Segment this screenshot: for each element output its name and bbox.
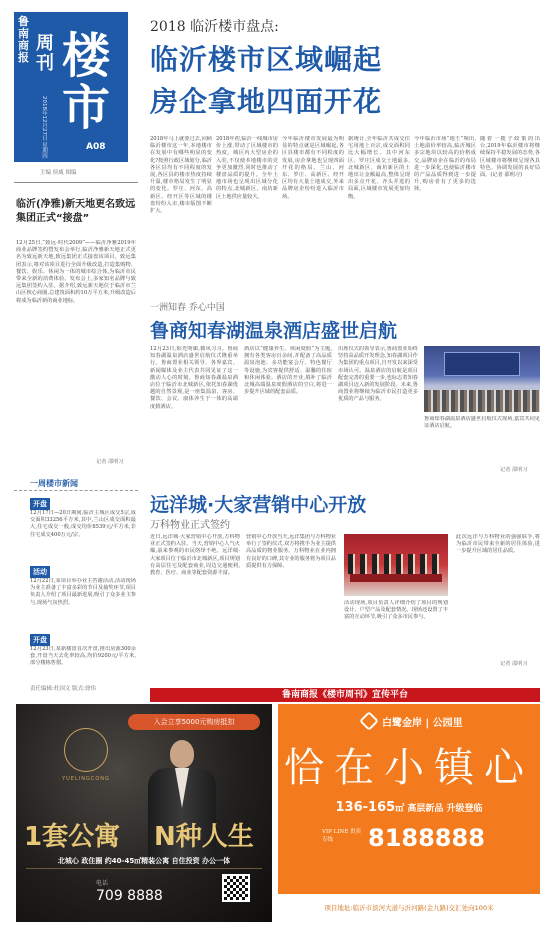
weekly-open-badge-1: 开盘 bbox=[30, 498, 50, 510]
lead-headline-1: 临沂楼市区域崛起 bbox=[150, 43, 383, 76]
ad-right-logo-icon bbox=[359, 711, 379, 731]
model-head bbox=[170, 740, 194, 768]
ad-right-vip-label: VIP LINE 贵宾专线 bbox=[322, 829, 361, 843]
side-reporter: 记者 邵明习 bbox=[96, 459, 124, 465]
hotel-photo bbox=[424, 346, 540, 412]
ad-right-brand: 白鹭金岸 | 公园里 bbox=[382, 718, 463, 729]
event-photo bbox=[344, 534, 448, 596]
lead-col-1: 2018年马上就要过去,回顾临沂楼市这一年,本地楼市在发展中有哪些明显的变化?按照行政区域划分,临沂各区县均有不同程度的发展,各区县的楼市热度持续升温,楼市格局发生了明显的变化。罗庄、河东、高新区、经开区等区域的楼盘纷纷入市,楼市版图不断扩大。 bbox=[150, 136, 212, 215]
ad-right-spec bbox=[278, 800, 540, 815]
weekly-item-1: 12月17日—20日期间,临沂主城区成交5宗,成交面积33256平方米,其中,兰山区成交面积最大,住宅成交一般,成交均价8539元/平方米,非住宅成交400万元/宗。 bbox=[30, 510, 136, 538]
stage-backdrop bbox=[444, 352, 520, 376]
side-rule bbox=[14, 182, 138, 183]
weekly-item-2: 12月22日,某项目举办业主答谢活动,活动现场为业主准备了丰富多彩的节目及抽奖环节,项目负责人介绍了项目最新进展,吸引了众多业主参与,现场气氛热烈。 bbox=[30, 578, 136, 606]
qr-code bbox=[222, 874, 250, 902]
masthead-page: A08 bbox=[86, 142, 106, 152]
lead-col-6: 随着一揽子政策的出台,2019年临沂楼市将继续保持平稳发展的态势,各区域楼市将继续呈现各具特色、协调发展的良好局面。(记者 邵明习) bbox=[480, 136, 540, 179]
article2-body-a: 12月23日,阳光明媚,微风习习。鲁商知春湖温泉酒店盛世启航仪式隆重举行。鲁商置业相关领导、各界嘉宾、新闻媒体及业主代表共同见证了这一激动人心的时刻。鲁商知春湖温泉酒店位于临沂市北城新区,依托知春湖优越的自然景观,是一座集温泉、客房、餐饮、会议、康体养生于一体的高端度假酒店。 bbox=[150, 346, 238, 410]
lead-col-4: 据统计,全年临沂共成交住宅用地上百宗,成交面积同比大幅增长。其中河东区、罗庄区成交土地最多,北城新区、南坊新区的土地出让金额最高,整体呈现出多点开花、齐头并进的局面,区域楼市发展更加均衡。 bbox=[348, 136, 410, 200]
masthead-editors: 主编 侯威 图编 bbox=[40, 170, 77, 176]
ad-left-phone-label: 电话 bbox=[96, 880, 109, 887]
masthead-date: 2018年12月27日 星期四 bbox=[41, 96, 47, 159]
weekly-open-badge-2: 开盘 bbox=[30, 634, 50, 646]
lead-col-5: 今年临沂市场“地王”频出,土地溢价率较高,临沂城区多宗地块以较高的价格成交,品牌房企在临沂的布局进一步深化,也使临沂楼市的产品品质得到进一步提升,购房者有了更多的选择。 bbox=[414, 136, 476, 193]
lead-kicker: 2018 临沂楼市盘点: bbox=[150, 19, 279, 35]
article2-headline: 鲁商知春湖温泉酒店盛世启航 bbox=[150, 320, 398, 342]
ad-right-spec-text: 高层新品 升级登临 bbox=[407, 804, 483, 814]
article3-body-c: 活动现场,项目负责人详细介绍了项目的规划设计、户型产品及配套情况。现场还设置了丰富的互动环节,吸引了众多市民参与。 bbox=[344, 600, 448, 621]
weekly-item-3: 12月23日,某新楼盘首次开盘,推出房源300余套,开盘当天去化率较高,均价9200元/平方米,部分楼栋售罄。 bbox=[30, 646, 136, 667]
crowd bbox=[424, 390, 540, 412]
side-body: 12月25日,“致远·时代2009”——临沂净雅2019年商业品牌签约暨发布会举行,临沂净雅新天地正式更名为致远新天地,致远集团正式接盘该项目。致远集团表示,将对该项目进行全面升级改造,打造集购物、餐饮、娱乐、休闲为一体的城市综合体,为临沂市民带来全新的消费体验。发布会上,多家知名品牌与致远集团签约入驻。据介绍,致远新天地位于临沂市兰山区核心商圈,总建筑面积约10万平方米,升级改造后将成为临沂新的商业地标。 bbox=[16, 240, 136, 304]
lead-headline-2: 房企拿地四面开花 bbox=[150, 85, 383, 118]
ad-left-headline-b: N种人生 bbox=[154, 822, 254, 852]
ad-left-headline-a: 1套公寓 bbox=[24, 822, 121, 852]
article3-body-a: 近日,远洋城·大家营销中心开放,万科物业正式签约入驻。当天,营销中心人气火爆,前来参观的市民络绎不绝。远洋城·大家项目位于临沂市北城新区,项目规划有高层住宅及配套商业,周边交通便利,教育、医疗、商业等配套资源丰富。 bbox=[150, 534, 240, 577]
ad-left-divider bbox=[26, 868, 262, 869]
article2-body-b: 酒店以“健康养生、休闲度假”为主题,拥有各类客房百余间,并配备了高品质温泉泡池、多功能宴会厅、特色餐厅等设施,为宾客提供舒适、温馨的住宿和休闲体验。酒店的开业,填补了临沂北城高端温泉度假酒店的空白,将进一步提升区域的配套品质。 bbox=[244, 346, 332, 396]
qr-pattern bbox=[224, 876, 248, 900]
ad-right-spec-unit: ㎡ bbox=[395, 804, 405, 814]
weekly-title: 一周楼市新闻 bbox=[30, 479, 78, 488]
ad-left-promo: 入会立享5000元购房抵扣 bbox=[153, 718, 235, 726]
ad-right-address: 项目地址:临沂市滨河大道与沂河路(金九路)交汇处向100米 bbox=[324, 904, 494, 912]
signing-table bbox=[350, 574, 442, 582]
ad-right-headline: 恰在小镇心 bbox=[284, 745, 534, 791]
ad-left bbox=[16, 704, 272, 922]
ad-right-spec-size: 136-165 bbox=[335, 800, 396, 815]
lead-col-2: 2018年初,临沂一线城市房价上涨,带动了区域楼市的热度。城区内大型房企的入驻,不仅使本地楼市的竞争更加激烈,同时也推动了楼盘品质的提升。全年土地市场也呈现出区域分化的特点,北城新区、南坊新区土地供应量较大。 bbox=[216, 136, 278, 200]
ad-left-brand: YUELINGCONG bbox=[62, 776, 110, 782]
paper-name: 鲁南商报 bbox=[18, 15, 29, 64]
ad-right bbox=[278, 704, 540, 922]
article3-body-d: 此次远洋与万科物业的强强联手,将为临沂市民带来全新的居住体验,进一步提升区域的居住品质。 bbox=[456, 534, 540, 555]
article3-subhead: 万科物业正式签约 bbox=[150, 520, 230, 531]
weekly-event-badge: 活动 bbox=[30, 566, 50, 578]
article3-headline: 远洋城·大家营销中心开放 bbox=[150, 494, 367, 516]
promo-banner-text: 鲁南商报《楼市周刊》宣传平台 bbox=[281, 690, 408, 700]
ad-left-logo-ring bbox=[64, 728, 108, 772]
lead-col-3: 今年临沂楼市发展最为明显的特点就是区域崛起,各区县楼市都有不同程度的发展,房企拿地也呈现四面开花的格局。兰山、河东、罗庄、高新区、经开区均有大量土地成交,外来品牌房企纷纷进入临沂市场。 bbox=[282, 136, 344, 200]
article3-body-b: 营销中心开放当天,远洋集团与万科物业举行了签约仪式,双方将携手为业主提供高品质的物业服务。万科物业在业内拥有良好的口碑,其专业的服务将为项目品质提供有力保障。 bbox=[246, 534, 336, 569]
hotel-caption: 鲁商知春湖温泉酒店盛世启航仪式现场,嘉宾共同见证酒店启航。 bbox=[424, 416, 540, 430]
people bbox=[348, 554, 444, 574]
section-vertical: 周刊 bbox=[36, 33, 54, 74]
article2-kicker: 一洲知春 乔心中国 bbox=[150, 303, 225, 313]
weekly-divider bbox=[14, 490, 138, 491]
side-title: 临沂(净雅)新天地更名致远集团正式“接盘” bbox=[16, 199, 136, 224]
ad-left-tagline: 北城心 政住圈 约40-45㎡精装公寓 自住投资 办公一体 bbox=[57, 857, 231, 865]
article3-reporter: 记者 邵明习 bbox=[500, 661, 528, 667]
article2-body-c: 出席仪式的领导表示,鲁商置业始终坚持高品质开发理念,知春湖项目作为集团的重点项目,自开发以来深受市场认可。温泉酒店的启航是项目配套完善的重要一步,也标志着知春湖项目迈入新的发展阶段。未来,鲁商置业将继续为临沂市民打造更多优质的产品与服务。 bbox=[338, 346, 418, 403]
section-big: 楼市 bbox=[62, 28, 111, 136]
weekly-footer: 责任编辑:杜国文 版式:徐伟 bbox=[30, 686, 96, 692]
article2-reporter: 记者 邵明习 bbox=[500, 467, 528, 473]
ad-right-phone: 8188888 bbox=[368, 824, 485, 852]
ad-left-phone: 709 8888 bbox=[96, 888, 163, 904]
